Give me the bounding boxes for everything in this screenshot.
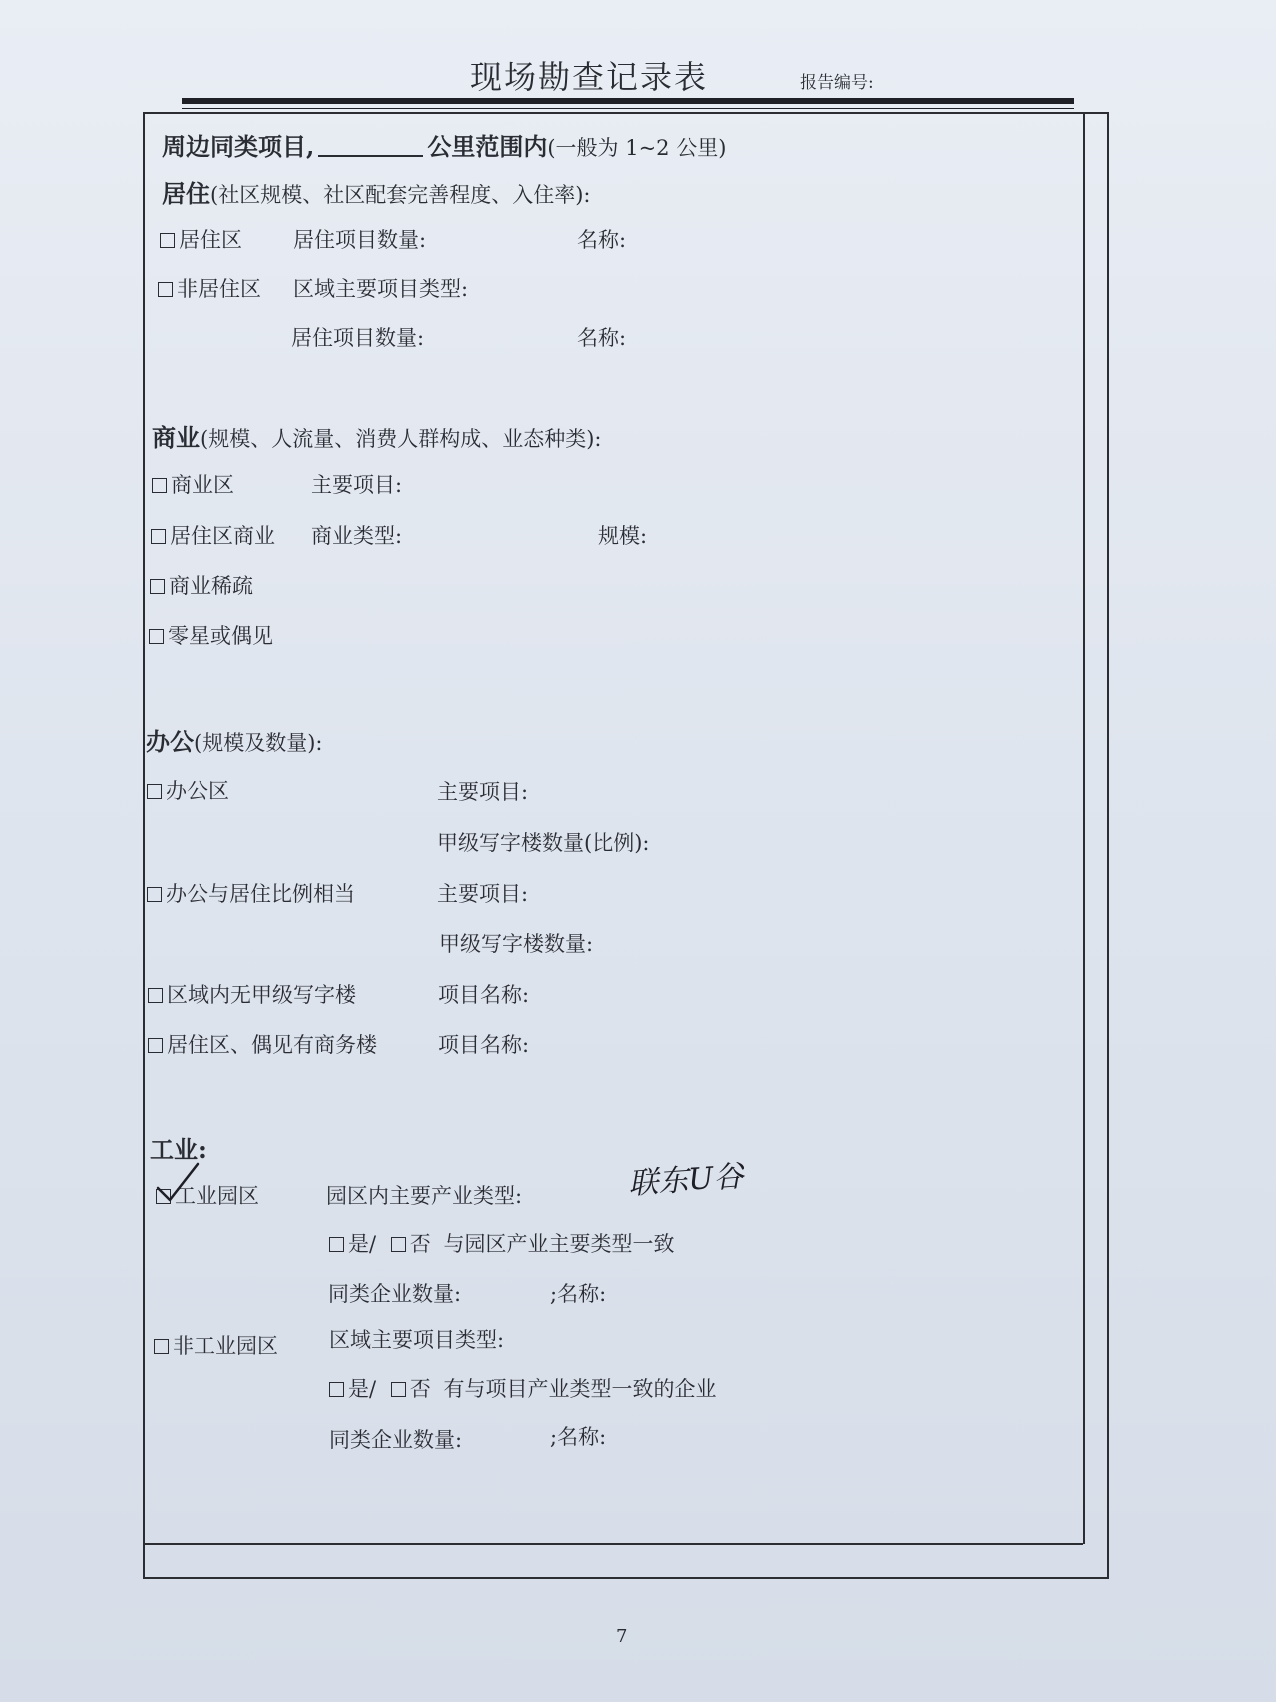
option-label: 零星或偶见	[168, 624, 273, 648]
industrial-park-consistency	[329, 1228, 674, 1258]
intro-prefix: 周边同类项目,	[162, 132, 315, 161]
option-label: 非居住区	[177, 277, 261, 301]
no-label: 否	[409, 1232, 431, 1256]
office-option-balanced[interactable]	[147, 878, 355, 908]
office-option-office-area[interactable]	[147, 775, 229, 805]
residential-option-non-residential[interactable]	[158, 273, 261, 303]
office-no-grade-a-name-label: 项目名称:	[438, 983, 530, 1007]
industrial-non-park-consistency	[329, 1373, 716, 1403]
option-label: 非工业园区	[173, 1334, 278, 1358]
checkbox-non-residential[interactable]	[158, 282, 173, 297]
park-consistency-text: 与园区产业主要类型一致	[443, 1232, 675, 1256]
checkbox-non-industrial-park[interactable]	[154, 1339, 169, 1354]
office-main-label: 主要项目:	[437, 780, 529, 804]
commercial-option-sparse[interactable]	[150, 570, 253, 600]
industrial-park-count-label: 同类企业数量:	[328, 1282, 462, 1306]
yes-label: 是/	[348, 1232, 377, 1256]
checkbox-park-no[interactable]	[391, 1237, 406, 1252]
option-label: 居住区、偶见有商务楼	[167, 1033, 377, 1057]
office-grade-a-count-label: 甲级写字楼数量:	[439, 932, 594, 956]
option-label: 居住区	[179, 228, 242, 252]
frame-inner-bottom	[143, 1543, 1083, 1545]
checkbox-commercial-area[interactable]	[152, 478, 167, 493]
commercial-option-occasional[interactable]	[149, 620, 273, 650]
checkbox-non-park-yes[interactable]	[329, 1382, 344, 1397]
non-residential-name-label: 名称:	[577, 326, 627, 350]
industrial-non-park-name-label: ;名称:	[550, 1425, 607, 1449]
distance-blank[interactable]	[318, 135, 423, 157]
office-heading	[146, 722, 322, 757]
commercial-heading	[152, 418, 601, 453]
non-park-consistency-text: 有与项目产业类型一致的企业	[443, 1377, 717, 1401]
commercial-option-residential-commercial[interactable]	[151, 520, 275, 550]
commercial-option-commercial-area[interactable]	[152, 469, 234, 499]
option-label: 办公与居住比例相当	[166, 882, 355, 906]
commercial-main-label: 主要项目:	[311, 473, 403, 497]
office-balanced-main-label: 主要项目:	[437, 882, 529, 906]
office-option-no-grade-a[interactable]	[148, 979, 356, 1009]
no-label: 否	[409, 1377, 431, 1401]
commercial-type-label: 商业类型:	[311, 524, 403, 548]
commercial-title: 商业	[152, 423, 200, 452]
residential-name-label: 名称:	[577, 228, 627, 252]
intro-note: (一般为 1~2 公里)	[547, 136, 727, 160]
non-residential-type-label: 区域主要项目类型:	[293, 277, 469, 301]
commercial-note: (规模、人流量、消费人群构成、业态种类):	[200, 427, 602, 451]
intro-suffix: 公里范围内	[427, 132, 548, 161]
office-title: 办公	[146, 727, 194, 756]
intro-line	[162, 127, 726, 162]
checkbox-residential-area[interactable]	[160, 233, 175, 248]
option-label: 区域内无甲级写字楼	[167, 983, 356, 1007]
checkbox-no-grade-a[interactable]	[148, 988, 163, 1003]
checkbox-commercial-sparse[interactable]	[150, 579, 165, 594]
document-title: 现场勘查记录表	[470, 58, 709, 96]
office-occasional-name-label: 项目名称:	[438, 1033, 530, 1057]
office-note: (规模及数量):	[194, 731, 323, 755]
residential-heading	[162, 174, 590, 209]
non-residential-count-label: 居住项目数量:	[291, 326, 425, 350]
industrial-park-type-label: 园区内主要产业类型:	[326, 1184, 523, 1208]
residential-title: 居住	[162, 179, 210, 208]
office-option-occasional-business[interactable]	[148, 1029, 377, 1059]
handwritten-industry-type: 联东U谷	[627, 1159, 745, 1202]
checkbox-non-park-no[interactable]	[391, 1382, 406, 1397]
option-label: 商业区	[171, 473, 234, 497]
residential-count-label: 居住项目数量:	[293, 228, 427, 252]
office-grade-a-ratio-label: 甲级写字楼数量(比例):	[437, 831, 650, 855]
option-label: 居住区商业	[170, 524, 275, 548]
header-rule-thick	[182, 98, 1074, 104]
checkbox-residential-commercial[interactable]	[151, 529, 166, 544]
frame-inner-right	[1083, 112, 1085, 1544]
checkbox-office-area[interactable]	[147, 784, 162, 799]
page-number: 7	[616, 1626, 628, 1647]
checkbox-occasional-business[interactable]	[148, 1038, 163, 1053]
option-label: 办公区	[166, 779, 229, 803]
residential-option-residential-area[interactable]	[160, 224, 242, 254]
industrial-non-park-count-label: 同类企业数量:	[329, 1428, 463, 1452]
option-label: 工业园区	[175, 1184, 259, 1208]
handwritten-check-mark-icon	[150, 1158, 210, 1208]
industrial-option-non-park[interactable]	[154, 1330, 278, 1360]
residential-note: (社区规模、社区配套完善程度、入住率):	[210, 183, 591, 207]
industrial-heading: 工业:	[150, 1135, 207, 1164]
checkbox-office-balanced[interactable]	[147, 887, 162, 902]
checkbox-commercial-occasional[interactable]	[149, 629, 164, 644]
checkbox-park-yes[interactable]	[329, 1237, 344, 1252]
option-label: 商业稀疏	[169, 574, 253, 598]
yes-label: 是/	[348, 1377, 377, 1401]
commercial-scale-label: 规模:	[598, 524, 648, 548]
report-number-label: 报告编号:	[800, 73, 874, 93]
industrial-non-park-type-label: 区域主要项目类型:	[329, 1328, 505, 1352]
industrial-park-name-label: ;名称:	[550, 1282, 607, 1306]
header-rule-thin	[182, 108, 1074, 109]
